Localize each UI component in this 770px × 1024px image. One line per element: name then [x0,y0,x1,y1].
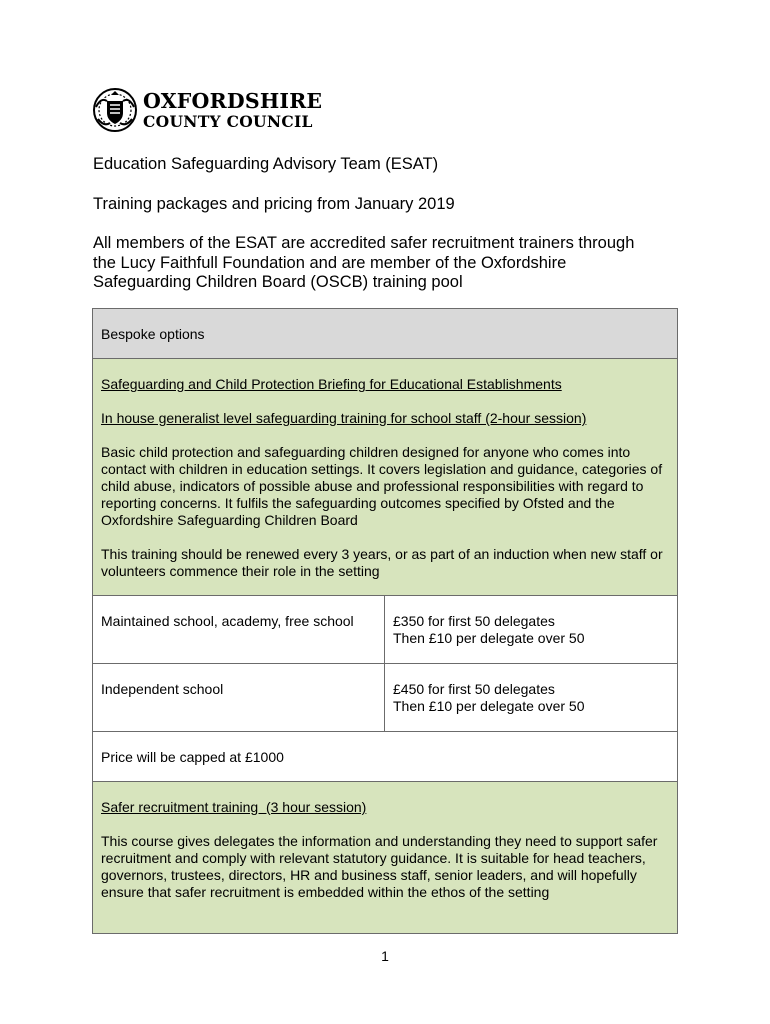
price-cap-cell [93,732,678,782]
bespoke-options-label: Bespoke options [101,326,205,342]
table-row [93,782,678,934]
price-value-cell [385,596,678,664]
price-label: Independent school [101,681,224,697]
safer-recruitment-section [93,782,678,934]
price-label: Maintained school, academy, free school [101,613,354,629]
safer-recruitment-description: This course gives delegates the information and understanding they need to support safer recruitment and comply with relevant statutory guidance. It is suitable for head teachers, governors, trustees, directors, HR and business staff, senior leaders, and will hopefully ensure that safer recruitment is embedded within the ethos of the setting [101,833,658,900]
briefing-renewal: This training should be renewed every 3 years, or as part of an induction when new staff or volunteers commence their role in the setting [101,546,663,579]
price-line: Then £10 per delegate over 50 [393,630,585,646]
price-label-cell [93,596,385,664]
briefing-title: Safeguarding and Child Protection Briefing for Educational Establishments [101,376,562,392]
price-cap-note: Price will be capped at £1000 [101,749,284,765]
briefing-section [93,359,678,596]
logo-wordmark-line1: OXFORDSHIRE [143,89,323,113]
council-logo [92,86,322,134]
price-value-cell [385,664,678,732]
logo-wordmark-line2: COUNTY COUNCIL [143,111,313,131]
safer-recruitment-title: Safer recruitment training (3 hour session) [101,799,367,815]
price-label-cell [93,664,385,732]
price-line: £350 for first 50 delegates [393,613,555,629]
bespoke-options-header [93,309,678,359]
table-row [93,732,678,782]
briefing-subtitle: In house generalist level safeguarding training for school staff (2-hour session) [101,410,587,426]
table-row [93,664,678,732]
packages-heading: Training packages and pricing from January 2019 [93,195,455,213]
briefing-description: Basic child protection and safeguarding children designed for anyone who comes into contact with children in education settings. It covers legislation and guidance, categories of child abuse, indicators of possible abuse and professional responsibilities with regard to reporting concerns. It fulfils the safeguarding outcomes specified by Ofsted and the Oxfordshire Safeguarding Children Board [101,444,663,528]
price-line: Then £10 per delegate over 50 [393,698,585,714]
table-row [93,596,678,664]
training-table [92,308,678,934]
council-crest-icon [92,87,138,133]
accreditation-statement: All members of the ESAT are accredited safer recruitment trainers through the Lucy Faithfull Foundation and are member of the Oxfordshire Safeguarding Children Board (OSCB) training pool [93,234,635,291]
price-line: £450 for first 50 delegates [393,681,555,697]
team-heading: Education Safeguarding Advisory Team (ESAT) [93,155,439,173]
table-row [93,309,678,359]
page-number: 1 [381,948,389,964]
table-row [93,359,678,596]
